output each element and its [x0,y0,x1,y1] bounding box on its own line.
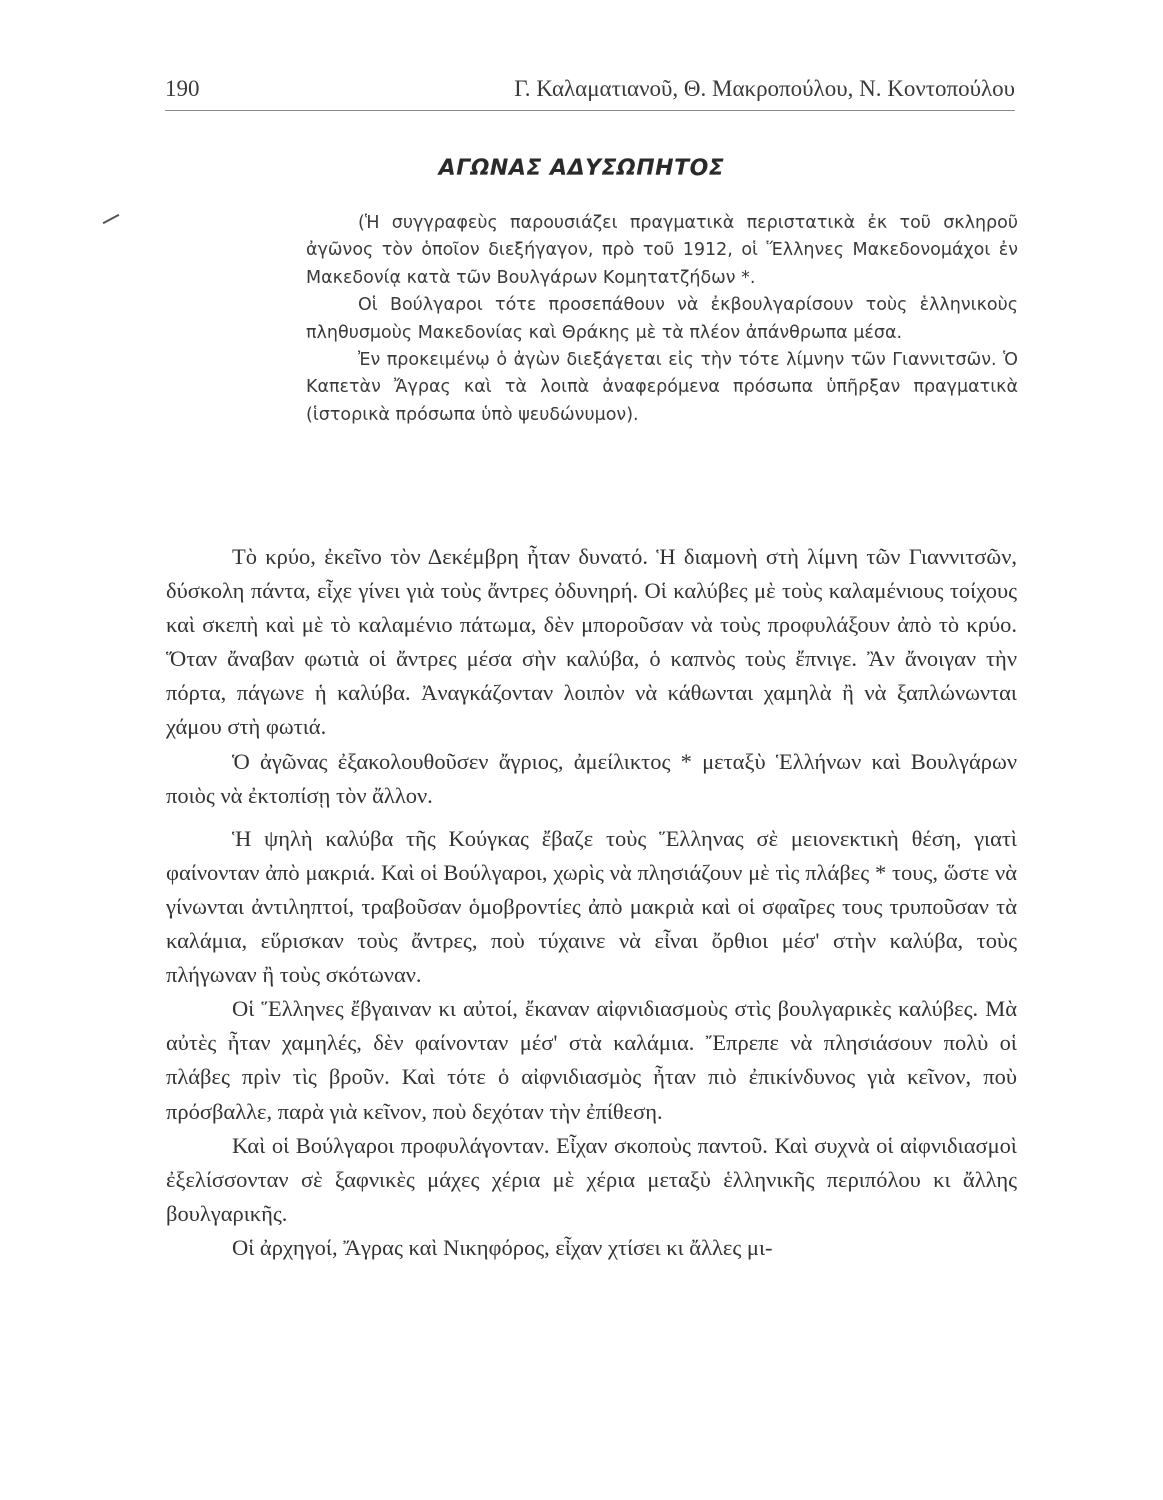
body-paragraph: Ὁ ἀγῶνας ἐξακολουθοῦσεν ἄγριος, ἀμείλικτος * μεταξὺ Ἑλλήνων καὶ Βουλγάρων ποιὸς νὰ ἐκτοπίσῃ τὸν ἄλλον. [166,748,1017,808]
margin-pencil-mark [103,214,120,224]
intro-paragraph: Ἐν προκειμένῳ ὁ ἀγὼν διεξάγεται εἰς τὴν τότε λίμνην τῶν Γιαννιτσῶν. Ὁ Καπετὰν Ἄγρας καὶ τὰ λοιπὰ ἀναφερόμενα πρόσωπα ὑπῆρξαν πραγματικὰ (ἱστορικὰ πρόσωπα ὑπὸ ψευδώνυμον). [306,350,1018,425]
body-paragraph: Τὸ κρύο, ἐκεῖνο τὸν Δεκέμβρη ἦταν δυνατό. Ἡ διαμονὴ στὴ λίμνη τῶν Γιαννιτσῶν, δύσκολη πάντα, εἶχε γίνει γιὰ τοὺς ἄντρες ὀδυνηρή. Οἱ καλύβες μὲ τοὺς καλαμένιους τοίχους καὶ σκεπὴ καὶ μὲ τὸ καλαμένιο πάτωμα, δὲν μποροῦσαν νὰ τοὺς προφυλάξουν ἀπὸ τὸ κρύο. Ὅταν ἄναβαν φωτιὰ οἱ ἄντρες μέσα σὴν καλύβα, ὁ καπνὸς τοὺς ἔπνιγε. Ἂν ἄνοιγαν τὴν πόρτα, πάγωνε ἡ καλύβα. Ἀναγκάζονταν λοιπὸν νὰ κάθωνται χαμηλὰ ἢ νὰ ξαπλώνωνται χάμου στὴ φωτιά. [166,544,1017,740]
body-paragraph: Οἱ ἀρχηγοί, Ἄγρας καὶ Νικηφόρος, εἶχαν χτίσει κι ἄλλες μι- [232,1234,773,1260]
page-header [165,72,1015,111]
running-head: Γ. Καλαματιανοῦ, Θ. Μακροπούλου, Ν. Κοντοπούλου [514,76,1015,101]
intro-note [306,210,1018,429]
intro-paragraph: (Ἡ συγγραφεὺς παρουσιάζει πραγματικὰ περιστατικὰ ἐκ τοῦ σκληροῦ ἀγῶνος τὸν ὁποῖον διεξήγαγον, πρὸ τοῦ 1912, οἱ Ἕλληνες Μακεδονομάχοι ἐν Μακεδονίᾳ κατὰ τῶν Βουλγάρων Κομητατζήδων *. [306,213,1018,288]
body-paragraph: Καὶ οἱ Βούλγαροι προφυλάγονταν. Εἶχαν σκοποὺς παντοῦ. Καὶ συχνὰ οἱ αἰφνιδιασμοὶ ἐξελίσσονταν σὲ ξαφνικὲς μάχες χέρια μὲ χέρια μεταξὺ ἑλληνικῆς περιπόλου κι ἄλλης βουλγαρικῆς. [166,1132,1017,1226]
intro-paragraph: Οἱ Βούλγαροι τότε προσεπάθουν νὰ ἐκβουλγαρίσουν τοὺς ἑλληνικοὺς πληθυσμοὺς Μακεδονίας καὶ Θράκης μὲ τὰ πλέον ἀπάνθρωπα μέσα. [306,295,1018,343]
body-text [166,540,1017,1265]
chapter-title: ΑΓΩΝΑΣ ΑΔΥΣΩΠΗΤΟΣ [438,156,725,181]
page-number: 190 [165,76,200,101]
body-paragraph: Οἱ Ἕλληνες ἔβγαιναν κι αὐτοί, ἔκαναν αἰφνιδιασμοὺς στὶς βουλγαρικὲς καλύβες. Μὰ αὐτὲς ἦταν χαμηλές, δὲν φαίνονταν μέσ' στὰ καλάμια. Ἔπρεπε νὰ πλησιάσουν πολὺ οἱ πλάβες πρὶν τὶς βροῦν. Καὶ τότε ὁ αἰφνιδιασμὸς ἦταν πιὸ ἐπικίνδυνος γιὰ κεῖνον, ποὺ πρόσβαλλε, παρὰ γιὰ κεῖνον, ποὺ δεχόταν τὴν ἐπίθεση. [166,996,1017,1124]
body-paragraph: Ἡ ψηλὴ καλύβα τῆς Κούγκας ἔβαζε τοὺς Ἕλληνας σὲ μειονεκτικὴ θέση, γιατὶ φαίνονταν ἀπὸ μακριά. Καὶ οἱ Βούλγαροι, χωρὶς νὰ πλησιάζουν μὲ τὶς πλάβες * τους, ὥστε νὰ γίνωνται ἀντιληπτοί, τραβοῦσαν ὁμοβροντίες ἀπὸ μακριὰ καὶ οἱ σφαῖρες τους τρυποῦσαν τὰ καλάμια, εὕρισκαν τοὺς ἄντρες, ποὺ τύχαινε νὰ εἶναι ὄρθιοι μέσ' στὴν καλύβα, τοὺς πλήγωναν ἢ τοὺς σκότωναν. [166,825,1017,988]
